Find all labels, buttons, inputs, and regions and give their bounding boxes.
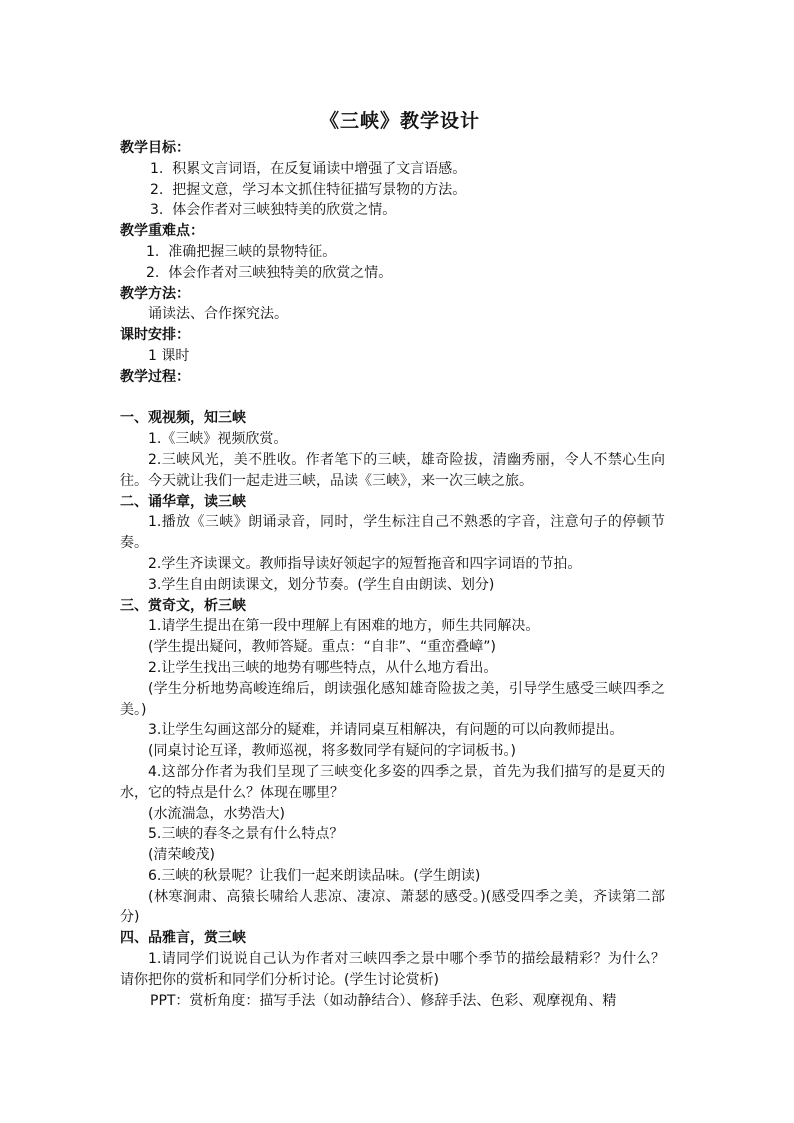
process-heading: 教学过程： — [120, 368, 190, 385]
section3-heading: 三、赏奇文，析三峡 — [120, 597, 246, 614]
section1-paragraph: 2.三峡风光，美不胜收。作者笔下的三峡，雄奇险拔，清幽秀丽，令人不禁心生向往。今天就让我们一起走进三峡，品读《三峡》，来一次三峡之旅。 — [120, 451, 665, 489]
keypoints-heading: 教学重难点： — [120, 223, 204, 240]
section3-paragraph: 3.让学生勾画这部分的疑难，并请同桌互相解决，有问题的可以向教师提出。 — [148, 722, 624, 739]
section3-note: (同桌讨论互译，教师巡视，将多数同学有疑问的字词板书。) — [148, 743, 516, 760]
goal-item: 2. 把握文意，学习本文抓住特征描写景物的方法。 — [150, 181, 467, 198]
section4-heading: 四、品雅言，赏三峡 — [120, 930, 246, 947]
schedule-text: 1 课时 — [148, 347, 190, 364]
section1-heading: 一、观视频，知三峡 — [120, 410, 246, 427]
section3-paragraph: 4.这部分作者为我们呈现了三峡变化多姿的四季之景，首先为我们描写的是夏天的水，它的特点是什么？体现在哪里？ — [120, 763, 665, 801]
schedule-heading: 课时安排： — [120, 327, 190, 344]
blank-line — [120, 388, 665, 409]
section3-paragraph: 2.让学生找出三峡的地势有哪些特点，从什么地方看出。 — [148, 659, 498, 676]
section4-ppt-line: PPT：赏析角度：描写手法（如动静结合）、修辞手法、色彩、观摩视角、精 — [150, 992, 617, 1009]
goal-item: 3. 体会作者对三峡独特美的欣赏之情。 — [150, 202, 397, 219]
section2-paragraph: 1.播放《三峡》朗诵录音，同时，学生标注自己不熟悉的字音，注意句子的停顿节奏。 — [120, 514, 665, 552]
section4-paragraph: 1.请同学们说说自己认为作者对三峡四季之景中哪个季节的描绘最精彩？为什么？请你把你的赏析和同学们分析讨论。(学生讨论赏析) — [120, 951, 665, 988]
section3-paragraph: 6.三峡的秋景呢？让我们一起来朗读品味。(学生朗读) — [148, 867, 481, 884]
keypoint-item: 2. 体会作者对三峡独特美的欣赏之情。 — [146, 264, 393, 281]
section3-note: (学生分析地势高峻连绵后，朗读强化感知雄奇险拔之美，引导学生感受三峡四季之美。) — [120, 680, 665, 718]
goal-item: 1. 积累文言词语，在反复诵读中增强了文言语感。 — [150, 160, 467, 177]
section3-note: (学生提出疑问，教师答疑。重点：“自非”、“重峦叠嶂”) — [148, 639, 496, 656]
method-text: 诵读法、合作探究法。 — [148, 306, 288, 323]
section2-paragraph: 2.学生齐读课文。教师指导读好领起字的短暂拖音和四字词语的节拍。 — [148, 555, 582, 572]
section3-paragraph: 1.请学生提出在第一段中理解上有困难的地方，师生共同解决。 — [148, 618, 540, 635]
section3-paragraph: 5.三峡的春冬之景有什么特点？ — [148, 826, 344, 843]
goals-heading: 教学目标： — [120, 140, 190, 156]
document-body — [120, 138, 665, 1011]
method-heading: 教学方法： — [120, 285, 190, 302]
section2-heading: 二、诵华章，读三峡 — [120, 493, 246, 510]
section2-paragraph: 3.学生自由朗读课文，划分节奏。(学生自由朗读、划分) — [148, 576, 495, 593]
page-title: 《三峡》教学设计 — [319, 110, 480, 132]
section3-note: (林寒涧肃、高猿长啸给人悲凉、凄凉、萧瑟的感受。)(感受四季之美，齐读第二部分) — [120, 888, 665, 926]
section3-note: (清荣峻茂) — [148, 847, 215, 864]
section1-paragraph: 1.《三峡》视频欣赏。 — [148, 431, 288, 448]
keypoint-item: 1. 准确把握三峡的景物特征。 — [146, 243, 337, 260]
section3-note: (水流湍急，水势浩大) — [148, 805, 285, 822]
